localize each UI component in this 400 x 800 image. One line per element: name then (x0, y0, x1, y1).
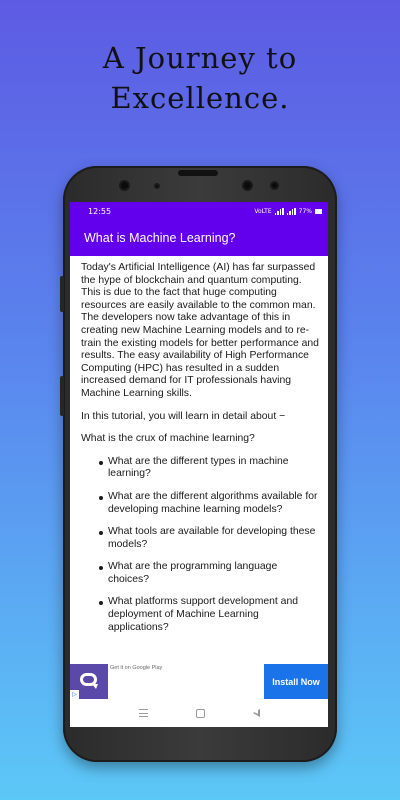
screen (70, 202, 328, 727)
app-bar (70, 220, 328, 256)
signal-icon (287, 208, 296, 215)
sensor-icon (270, 181, 279, 190)
status-time: 12:55 (88, 206, 112, 216)
status-bar (70, 202, 328, 220)
power-button (60, 376, 64, 416)
home-icon[interactable] (196, 709, 205, 718)
list-item: What tools are available for developing these models? (99, 526, 320, 551)
battery-percentage: 77% (298, 207, 312, 215)
headline-line-1: A Journey to (102, 41, 298, 75)
article-question: What is the crux of machine learning? (81, 433, 255, 445)
recent-apps-icon[interactable] (139, 709, 148, 717)
volume-button (60, 276, 64, 312)
app-bar-title: What is Machine Learning? (84, 231, 236, 245)
topic-list (81, 456, 320, 635)
ad-app-icon[interactable] (70, 664, 108, 699)
list-item: What are the different types in machine learning? (99, 456, 320, 481)
network-indicator-text: VoLTE (254, 207, 272, 215)
list-item: What platforms support development and deployment of Machine Learning applications? (99, 596, 320, 634)
ad-source-text: Get it on Google Play (110, 665, 163, 671)
article-intro: Today's Artificial Intelligence (AI) has far surpassed the hype of blockchain and quantum computing. This is due to the fact that huge computing resources are easily available to the common man. The developers now take advantage of this in creating new Machine Learning models and to re-train the existing models for better performance and results. The easy availability of High Performance Computing (HPC) has resulted in a sudden increased demand for IT professionals having Machine Learning skills. (81, 262, 319, 399)
article-content[interactable] (70, 256, 328, 662)
headline (0, 38, 400, 118)
navigation-bar (70, 699, 328, 727)
front-camera-icon (119, 180, 130, 191)
signal-icon (275, 208, 284, 215)
tutorial-line: In this tutorial, you will learn in detail about − (81, 410, 286, 422)
ad-info-icon[interactable]: ▷ (70, 690, 79, 699)
speaker-grille (178, 170, 218, 176)
ad-banner[interactable] (70, 664, 328, 699)
battery-icon (315, 209, 322, 214)
list-item: What are the different algorithms available for developing machine learning models? (99, 491, 320, 516)
back-icon[interactable] (253, 709, 260, 717)
sensor-icon (154, 183, 160, 189)
install-now-button[interactable]: Install Now (264, 664, 328, 699)
status-icons (254, 208, 322, 215)
list-item: What are the programming language choices? (99, 561, 320, 586)
camera-icon (242, 180, 253, 191)
headline-line-2: Excellence. (110, 81, 290, 115)
